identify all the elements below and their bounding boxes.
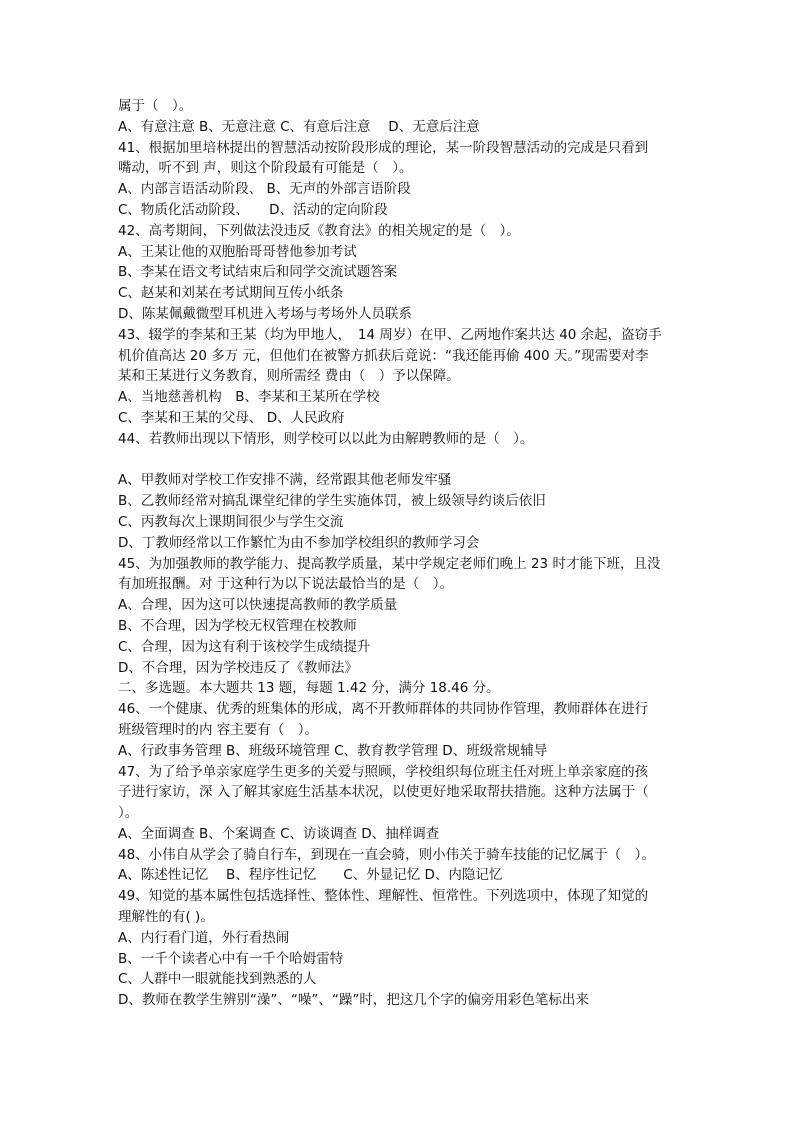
text-line: 属于（ ）。 <box>118 98 193 114</box>
text-line: A、王某让他的双胞胎哥哥替他参加考试 <box>118 243 357 260</box>
text-line: A、内行看门道，外行看热闹 <box>118 929 290 946</box>
text-line: 47、为了给予单亲家庭学生更多的关爱与照顾，学校组织每位班主任对班上单亲家庭的孩 <box>118 763 649 780</box>
text-line: 44、若教师出现以下情形，则学校可以以此为由解聘教师的是（ ）。 <box>118 430 534 447</box>
text-line: B、不合理，因为学校无权管理在校教师 <box>118 617 357 634</box>
text-line: A、甲教师对学校工作安排不满，经常跟其他老师发牢骚 <box>118 472 452 489</box>
text-line: B、李某在语文考试结束后和同学交流试题答案 <box>118 264 398 281</box>
text-line: C、物质化活动阶段、 D、活动的定向阶段 <box>118 201 388 218</box>
text-line: A、行政事务管理 B、班级环境管理 C、教育教学管理 D、班级常规辅导 <box>118 742 548 759</box>
text-line: 41、根据加里培林提出的智慧活动按阶段形成的理论，某一阶段智慧活动的完成是只看到 <box>118 139 649 156</box>
text-line: 某和王某进行义务教育，则所需经 费由（ ）予以保障。 <box>118 368 460 385</box>
text-line: 48、小伟自从学会了骑自行车，到现在一直会骑，则小伟关于骑车技能的记忆属于（ ）。 <box>118 846 655 863</box>
text-line: C、李某和王某的父母、 D、人民政府 <box>118 409 345 426</box>
text-line: A、当地慈善机构 B、李某和王某所在学校 <box>118 389 380 406</box>
text-line: D、不合理，因为学校违反了《教师法》 <box>118 659 358 676</box>
text-line: D、丁教师经常以工作繁忙为由不参加学校组织的教师学习会 <box>118 534 480 551</box>
document-page <box>118 96 678 1011</box>
text-line: A、有意注意 B、无意注意 C、有意后注意 D、无意后注意 <box>118 118 480 135</box>
text-line: D、教师在教学生辨别“澡”、“噪”、“躁”时，把这几个字的偏旁用彩色笔标出来 <box>118 992 589 1009</box>
text-line: 机价值高达 20 多万 元，但他们在被警方抓获后竟说：“我还能再偷 400 天。”现需要对李 <box>118 347 649 364</box>
text-line: D、陈某佩戴微型耳机进入考场与考场外人员联系 <box>118 305 412 322</box>
text-line: B、一千个读者心中有一千个哈姆雷特 <box>118 950 344 967</box>
text-line: 46、一个健康、优秀的班集体的形成，离不开教师群体的共同协作管理，教师群体在进行 <box>118 701 649 718</box>
text-line: A、内部言语活动阶段、 B、无声的外部言语阶段 <box>118 181 411 198</box>
text-line: C、丙教每次上课期间很少与学生交流 <box>118 513 344 530</box>
text-line: 子进行家访，深 入了解其家庭生活基本状况，以使更好地采取帮扶措施。这种方法属于（ <box>118 784 649 801</box>
text-line: 43、辍学的李某和王某（均为甲地人， 14 周岁）在甲、乙两地作案共达 40 余起，盗窃手 <box>118 326 662 343</box>
text-line: 42、高考期间，下列做法没违反《教育法》的相关规定的是（ ）。 <box>118 222 520 239</box>
section-heading: 二、多选题。本大题共 13 题，每题 1.42 分，满分 18.46 分。 <box>118 680 500 697</box>
text-line: 嘴动，听不到 声，则这个阶段最有可能是（ ）。 <box>118 160 413 177</box>
text-line: 有加班报酬。对 于这种行为以下说法最恰当的是（ ）。 <box>118 576 454 593</box>
text-line: C、人群中一眼就能找到熟悉的人 <box>118 971 317 988</box>
text-line: 理解性的有( )。 <box>118 909 214 926</box>
text-line: C、赵某和刘某在考试期间互传小纸条 <box>118 285 344 302</box>
blank-line <box>118 450 678 471</box>
text-line: A、合理，因为这可以快速提高教师的教学质量 <box>118 597 398 614</box>
text-line: 班级管理时的内 容主要有（ ）。 <box>118 721 319 738</box>
text-line: C、合理，因为这有利于该校学生成绩提升 <box>118 638 371 655</box>
text-line: 49、知觉的基本属性包括选择性、整体性、理解性、恒常性。下列选项中，体现了知觉的 <box>118 888 649 905</box>
text-line: ）。 <box>118 805 139 822</box>
text-line: B、乙教师经常对搞乱课堂纪律的学生实施体罚，被上级领导约谈后依旧 <box>118 493 546 510</box>
text-line: 45、为加强教师的教学能力、提高教学质量，某中学规定老师们晚上 23 时才能下班，且没 <box>118 555 661 572</box>
text-line: A、陈述性记忆 B、程序性记忆 C、外显记忆 D、内隐记忆 <box>118 867 503 884</box>
text-line: A、全面调查 B、个案调查 C、访谈调查 D、抽样调查 <box>118 825 440 842</box>
